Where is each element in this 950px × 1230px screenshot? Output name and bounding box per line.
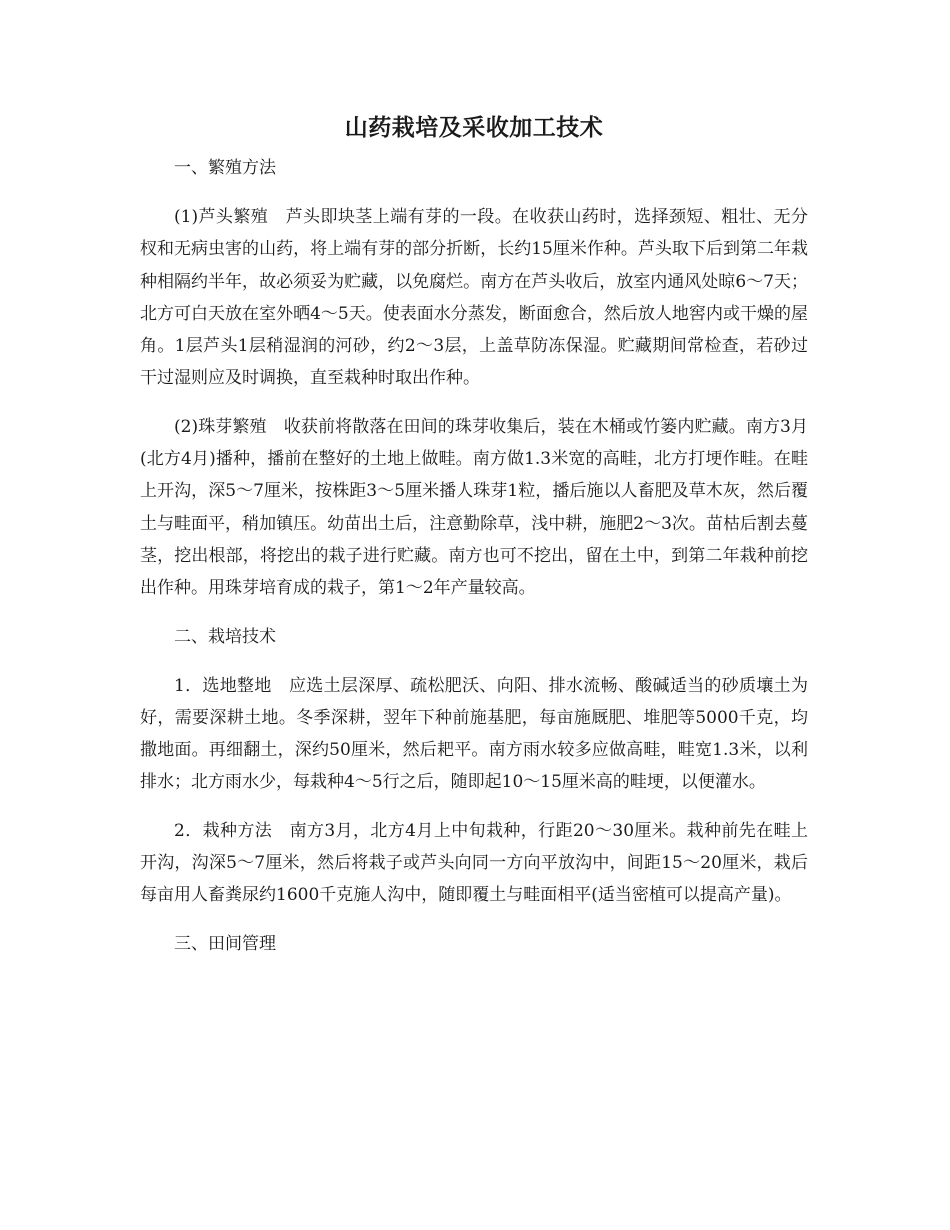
paragraph-rhizome-head-propagation: (1)芦头繁殖 芦头即块茎上端有芽的一段。在收获山药时，选择颈短、粗壮、无分杈和无病虫害的山药，将上端有芽的部分折断，长约15厘米作种。芦头取下后到第二年栽种相隔约半年，故必须妥为贮藏，以免腐烂。南方在芦头收后，放室内通风处晾6～7天；北方可白天放在室外晒4～5天。使表面水分蒸发，断面愈合，然后放人地窖内或干燥的屋角。1层芦头1层稍湿润的河砂，约2～3层，上盖草防冻保湿。贮藏期间常检查，若砂过干过湿则应及时调换，直至栽种时取出作种。 bbox=[140, 207, 808, 389]
section-heading-field-management: 三、田间管理 bbox=[174, 933, 276, 954]
section-heading-propagation: 一、繁殖方法 bbox=[174, 158, 276, 178]
document-page bbox=[140, 108, 808, 977]
paragraph-planting-method: 2．栽种方法 南方3月，北方4月上中旬栽种，行距20～30厘米。栽种前先在畦上开沟，沟深5～7厘米，然后将栽子或芦头向同一方向平放沟中，间距15～20厘米，栽后每亩用人畜粪尿约1600千克施人沟中，随即覆土与畦面相平(适当密植可以提高产量)。 bbox=[140, 820, 808, 906]
document-title: 山药栽培及采收加工技术 bbox=[344, 114, 604, 141]
paragraph-bulbil-propagation: (2)珠芽繁殖 收获前将散落在田间的珠芽收集后，装在木桶或竹篓内贮藏。南方3月(北方4月)播种，播前在整好的土地上做畦。南方做1.3米宽的高畦，北方打埂作畦。在畦上开沟，深5～7厘米，按株距3～5厘米播人珠芽1粒，播后施以人畜肥及草木灰，然后覆土与畦面平，稍加镇压。幼苗出土后，注意勤除草，浅中耕，施肥2～3次。苗枯后割去蔓茎，挖出根部，将挖出的栽子进行贮藏。南方也可不挖出，留在土中，到第二年栽种前挖出作种。用珠芽培育成的栽子，第1～2年产量较高。 bbox=[140, 416, 808, 599]
section-heading-cultivation: 二、栽培技术 bbox=[174, 626, 276, 647]
paragraph-site-selection: 1．选地整地 应选土层深厚、疏松肥沃、向阳、排水流畅、酸碱适当的砂质壤土为好，需要深耕土地。冬季深耕，翌年下种前施基肥，每亩施厩肥、堆肥等5000千克，均撒地面。再细翻土，深约50厘米，然后耙平。南方雨水较多应做高畦，畦宽1.3米，以利排水；北方雨水少，每栽种4～5行之后，随即起10～15厘米高的畦埂，以便灌水。 bbox=[140, 675, 808, 793]
